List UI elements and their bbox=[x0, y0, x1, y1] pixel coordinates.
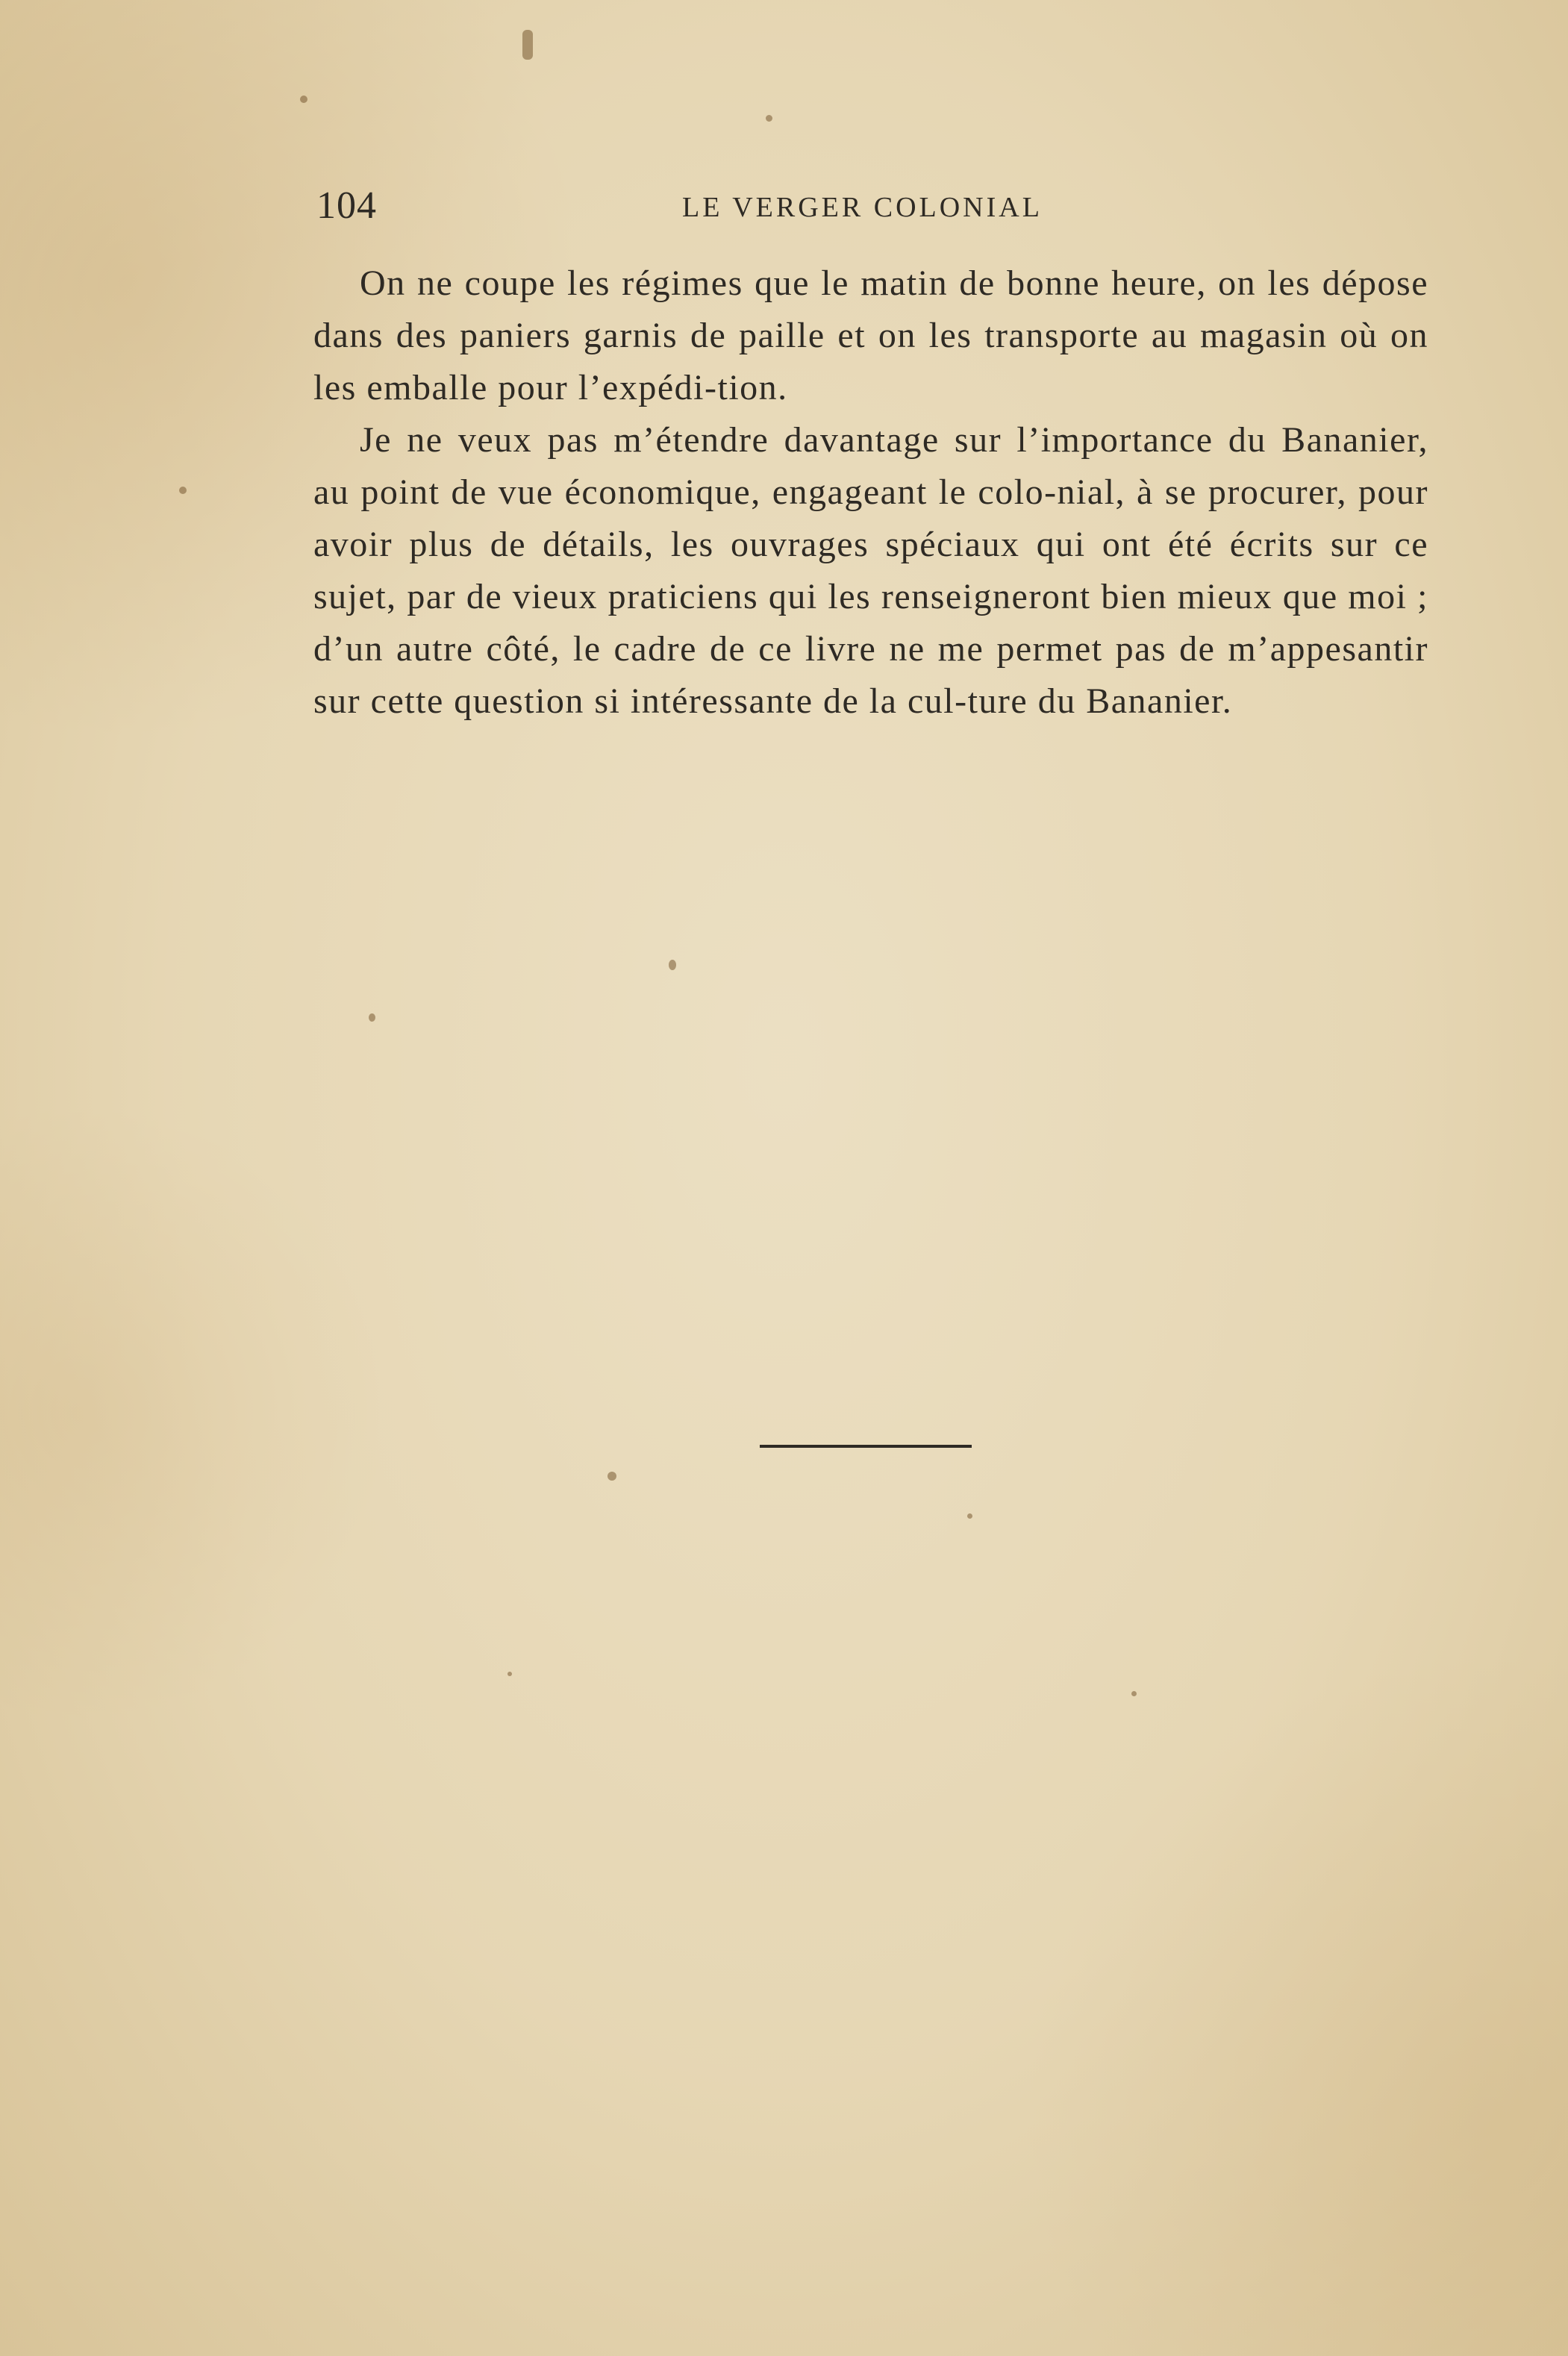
speck bbox=[300, 96, 307, 103]
speck bbox=[766, 115, 772, 122]
speck bbox=[522, 30, 533, 60]
paragraph-harvest: On ne coupe les régimes que le matin de bonne heure, on les dépose dans des paniers garnis de paille et on les transporte au magasin où on les emballe pour l’expédi-tion. bbox=[313, 263, 1428, 407]
body-text bbox=[313, 257, 1428, 728]
page-number: 104 bbox=[316, 184, 377, 227]
speck bbox=[669, 960, 676, 970]
running-head bbox=[316, 184, 1436, 236]
speck bbox=[507, 1672, 512, 1676]
running-title: LE VERGER COLONIAL bbox=[682, 192, 1043, 223]
speck bbox=[1131, 1691, 1137, 1696]
speck bbox=[967, 1513, 972, 1519]
paragraph-importance: Je ne veux pas m’étendre davantage sur l’importance du Bananier, au point de vue économique, engageant le colo-nial, à se procurer, pour avoir plus de détails, les ouvrages spéciaux qui ont été écrits sur ce sujet, par de vieux praticiens qui les renseigneront bien mieux que moi ; d’un autre côté, le cadre de ce livre ne me permet pas de m’appesantir sur cette question si intéressante de la cul-ture du Bananier. bbox=[313, 420, 1428, 721]
end-of-chapter-rule bbox=[760, 1445, 972, 1448]
speck bbox=[369, 1013, 375, 1022]
speck bbox=[179, 487, 187, 494]
speck bbox=[607, 1472, 616, 1481]
